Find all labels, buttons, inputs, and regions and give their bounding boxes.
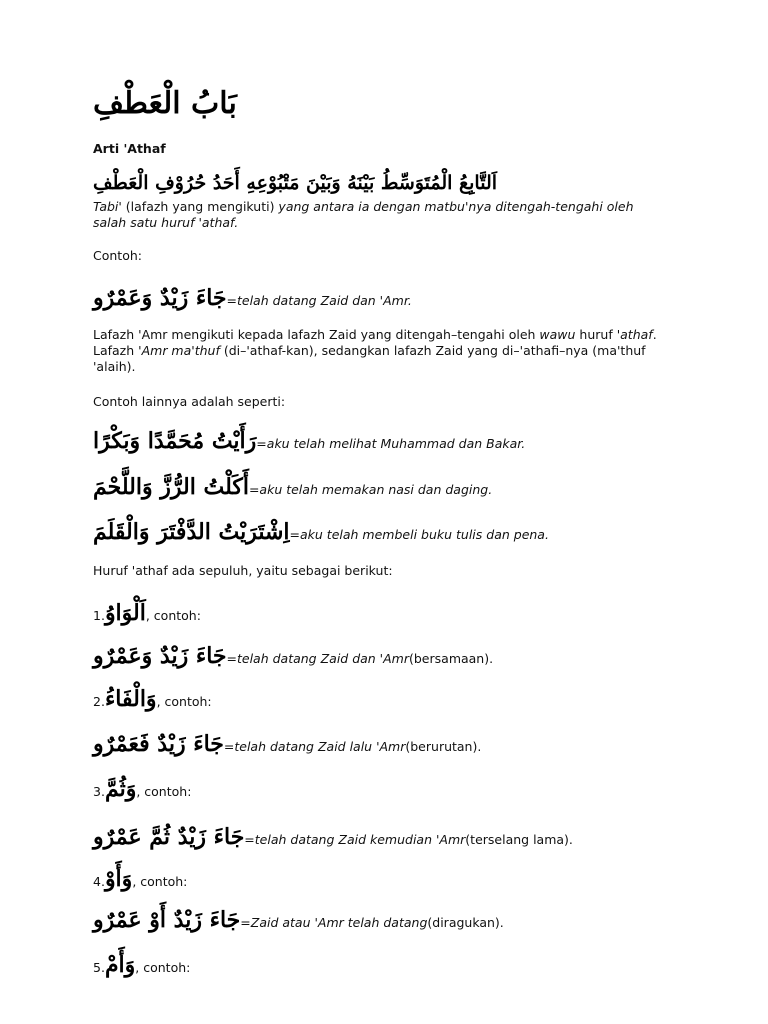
example-arabic: رَأَيْتُ مُحَمَّدًا وَبَكْرًا	[93, 428, 257, 454]
example-line	[93, 470, 492, 500]
huruf-suffix: , contoh:	[132, 874, 188, 889]
huruf-example-equals: =	[244, 832, 255, 847]
explanation-text-2: huruf	[575, 327, 617, 342]
definition-arabic: اَلتَّابِعُ الْمُتَوَسِّطُ بَيْنَهُ وَبَيْنَ مَتْبُوْعِهِ أَحَدُ حُرُوْفِ الْعَطْفِ	[93, 172, 498, 194]
example-equals: =	[289, 527, 301, 542]
contoh-lainnya-label: Contoh lainnya adalah seperti:	[93, 394, 286, 409]
huruf-example-arabic: جَاءَ زَيْدٌ فَعَمْرٌو	[93, 731, 224, 757]
huruf-example	[93, 816, 573, 850]
explanation-athaf: 'athaf	[616, 327, 653, 342]
example-arabic: اِشْتَرَيْتُ الدَّفْتَرَ وَالْقَلَمَ	[93, 519, 290, 545]
example-equals: =	[226, 293, 237, 308]
huruf-arabic: اَلْوَاوُ	[104, 600, 146, 626]
huruf-suffix: , contoh:	[145, 608, 201, 623]
explanation-wawu: wawu	[539, 327, 576, 342]
example-line	[93, 513, 549, 545]
example-equals: =	[256, 436, 267, 451]
huruf-example	[93, 727, 481, 757]
example-line	[93, 281, 412, 311]
huruf-example-arabic: جَاءَ زَيْدٌ أَوْ عَمْرٌو	[93, 907, 241, 933]
definition-paren: (lafazh yang mengikuti)	[121, 199, 279, 214]
huruf-example-note: (berurutan).	[405, 739, 482, 754]
huruf-example-meaning: Zaid atau 'Amr telah datang	[250, 915, 428, 930]
huruf-example-note: (diragukan).	[427, 915, 504, 930]
huruf-example-equals: =	[240, 915, 251, 930]
explanation-text-1: Lafazh 'Amr mengikuti kepada lafazh Zaid yang ditengah–tengahi oleh	[93, 327, 540, 342]
explanation-text-4: (di–'athaf-kan), sedangkan lafazh Zaid yang di–'athafi–nya (ma'thuf 'alaih).	[93, 343, 646, 374]
huruf-arabic: وَثُمَّ	[104, 776, 137, 802]
huruf-number: 5.	[93, 960, 105, 975]
example-arabic: جَاءَ زَيْدٌ وَعَمْرٌو	[93, 285, 227, 311]
huruf-arabic: وَالْفَاءُ	[104, 686, 157, 712]
example-meaning: aku telah membeli buku tulis dan pena.	[300, 527, 549, 542]
huruf-arabic: وَأَوْ	[104, 866, 133, 892]
explanation-amr-mathuf: 'Amr ma'thuf	[138, 343, 220, 358]
contoh-label: Contoh:	[93, 248, 142, 263]
huruf-example-note: (terselang lama).	[465, 832, 573, 847]
huruf-number: 2.	[93, 694, 105, 709]
example-meaning: telah datang Zaid dan 'Amr.	[236, 293, 412, 308]
huruf-example-meaning: telah datang Zaid lalu 'Amr	[234, 739, 406, 754]
example-meaning: aku telah melihat Muhammad dan Bakar.	[266, 436, 526, 451]
example-line	[93, 424, 525, 454]
huruf-suffix: , contoh:	[136, 784, 192, 799]
huruf-example-equals: =	[226, 651, 237, 666]
huruf-example-meaning: telah datang Zaid kemudian 'Amr	[254, 832, 466, 847]
example-equals: =	[248, 482, 260, 497]
huruf-suffix: , contoh:	[135, 960, 191, 975]
huruf-arabic: وَأَمْ	[104, 952, 136, 978]
huruf-example-arabic: جَاءَ زَيْدٌ وَعَمْرٌو	[93, 643, 227, 669]
definition-tabi: Tabi'	[93, 199, 122, 214]
huruf-item	[93, 682, 212, 712]
section-heading: Arti 'Athaf	[93, 141, 166, 156]
huruf-suffix: , contoh:	[156, 694, 212, 709]
huruf-number: 3.	[93, 784, 105, 799]
huruf-item	[93, 864, 187, 892]
definition-text	[93, 199, 668, 231]
arabic-title: بَابُ الْعَطْفِ	[93, 86, 237, 121]
example-arabic: أَكَلْتُ الرُّزَّ وَاللَّحْمَ	[93, 474, 249, 500]
huruf-item	[93, 596, 201, 626]
huruf-intro: Huruf 'athaf ada sepuluh, yaitu sebagai berikut:	[93, 563, 393, 578]
huruf-example-equals: =	[223, 739, 235, 754]
huruf-number: 1.	[93, 608, 105, 623]
explanation-paragraph	[93, 327, 668, 375]
example-meaning: aku telah memakan nasi dan daging.	[259, 482, 493, 497]
huruf-example	[93, 641, 493, 669]
definition-rest: yang antara ia dengan matbu'nya ditengah-tengahi oleh salah satu huruf 'athaf.	[93, 199, 634, 230]
huruf-example-arabic: جَاءَ زَيْدٌ ثُمَّ عَمْرٌو	[93, 824, 245, 850]
huruf-item	[93, 950, 190, 978]
huruf-example	[93, 905, 504, 933]
huruf-example-note: (bersamaan).	[409, 651, 494, 666]
huruf-number: 4.	[93, 874, 105, 889]
huruf-example-meaning: telah datang Zaid dan 'Amr	[236, 651, 409, 666]
huruf-item	[93, 772, 191, 802]
explanation-text-3: . Lafazh	[93, 327, 657, 358]
